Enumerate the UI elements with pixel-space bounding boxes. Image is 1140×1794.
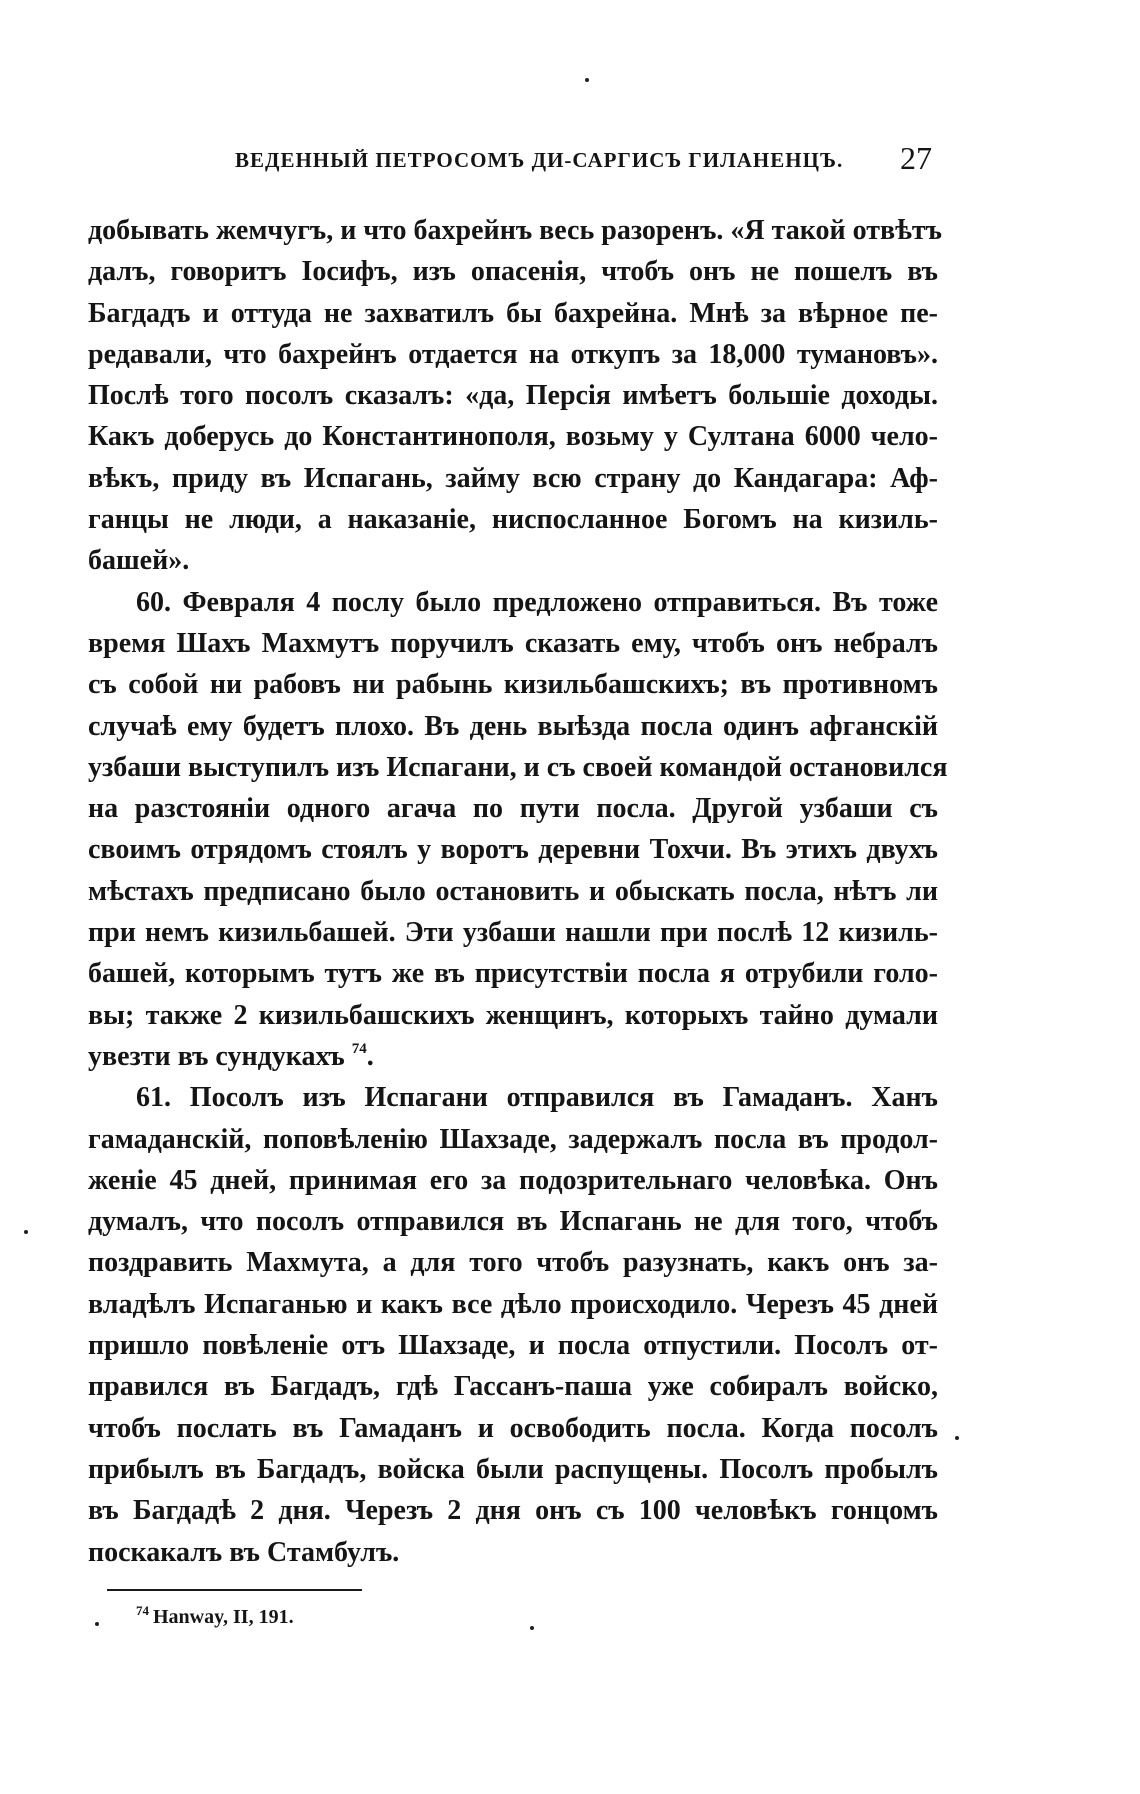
- footnote-reference: 74: [351, 1040, 367, 1057]
- text-line: время Шахъ Махмутъ поручилъ сказать ему, чтобъ онъ небралъ: [88, 627, 938, 659]
- text-line: случаѣ ему будетъ плохо. Въ день выѣзда посла одинъ афганскій: [88, 710, 938, 742]
- text-line: чтобъ послать въ Гамаданъ и освободить посла. Когда посолъ: [88, 1412, 938, 1444]
- text-line: думалъ, что посолъ отправился въ Испагань не для того, чтобъ: [88, 1206, 938, 1238]
- text-line: владѣлъ Испаганью и какъ все дѣло происходило. Черезъ 45 дней: [88, 1288, 938, 1320]
- text-line: пришло повѣленіе отъ Шахзаде, и посла отпустили. Посолъ от-: [88, 1330, 938, 1362]
- text-line: Какъ доберусь до Константинополя, возьму у Султана 6000 чело-: [88, 421, 938, 453]
- text-line-with-footnote-ref: [88, 1036, 938, 1077]
- paragraph-60-start: 60. Февраля 4 послу было предложено отправиться. Въ тоже: [136, 586, 938, 618]
- text-line: узбаши выступилъ изъ Испагани, и съ своей командой остановился: [88, 751, 948, 783]
- text-fragment: увезти въ сундукахъ: [88, 1040, 345, 1072]
- text-line: мѣстахъ предписано было остановить и обыскать посла, нѣтъ ли: [88, 875, 938, 907]
- print-speck: [955, 1436, 959, 1440]
- text-line: на разстояніи одного агача по пути посла. Другой узбаши съ: [88, 793, 938, 825]
- text-line: башей, которымъ тутъ же въ присутствіи посла я отрубили голо-: [88, 958, 938, 990]
- running-title: ВЕДЕННЫЙ ПЕТРОСОМЪ ДИ-САРГИСЪ ГИЛАНЕНЦЪ.: [235, 148, 844, 172]
- print-speck: [24, 1230, 28, 1234]
- print-speck: [585, 78, 589, 82]
- body-text: [88, 210, 948, 1573]
- text-line: вы; также 2 кизильбашскихъ женщинъ, которыхъ тайно думали: [88, 999, 938, 1031]
- text-line: при немъ кизильбашей. Эти узбаши нашли при послѣ 12 кизиль-: [88, 917, 938, 949]
- text-line: прибылъ въ Багдадъ, войска были распущены. Посолъ пробылъ: [88, 1453, 938, 1485]
- text-line: ганцы не люди, а наказаніе, ниспосланное Богомъ на кизиль-: [88, 504, 938, 536]
- page-number: 27: [900, 140, 932, 176]
- footnote-divider: [107, 1589, 362, 1591]
- print-speck: [530, 1626, 534, 1630]
- footnote-ref-punct: .: [366, 1040, 374, 1072]
- text-line: поскакалъ въ Стамбулъ.: [88, 1536, 400, 1568]
- text-line: Послѣ того посолъ сказалъ: «да, Персія имѣетъ большіе доходы.: [88, 380, 938, 412]
- text-line: добывать жемчугъ, и что бахрейнъ весь разоренъ. «Я такой отвѣтъ: [88, 215, 942, 246]
- text-line: далъ, говоритъ Іосифъ, изъ опасенія, чтобъ онъ не пошелъ въ: [88, 256, 938, 288]
- text-line: редавали, что бахрейнъ отдается на откупъ за 18,000 тумановъ».: [88, 338, 938, 370]
- text-line: своимъ отрядомъ стоялъ у воротъ деревни Тохчи. Въ этихъ двухъ: [88, 834, 938, 866]
- text-line: вѣкъ, приду въ Испагань, займу всю страну до Кандагара: Аф-: [88, 462, 938, 494]
- footnote-marker: 74: [136, 1603, 149, 1618]
- text-line: поздравить Махмута, а для того чтобъ разузнать, какъ онъ за-: [88, 1247, 938, 1279]
- text-line: Багдадъ и оттуда не захватилъ бы бахрейна. Мнѣ за вѣрное пе-: [88, 297, 938, 329]
- footnote-text: Hanway, II, 191.: [153, 1606, 294, 1628]
- paragraph-61-start: 61. Посолъ изъ Испагани отправился въ Гамаданъ. Ханъ: [136, 1082, 938, 1114]
- text-line: правился въ Багдадъ, гдѣ Гассанъ-паша уже собиралъ войско,: [88, 1371, 938, 1403]
- text-line: женіе 45 дней, принимая его за подозрительнаго человѣка. Онъ: [88, 1164, 938, 1196]
- footnote: [136, 1603, 294, 1629]
- text-line: гамаданскій, поповѣленію Шахзаде, задержалъ посла въ продол-: [88, 1123, 938, 1155]
- text-line: съ собой ни рабовъ ни рабынь кизильбашскихъ; въ противномъ: [88, 669, 938, 701]
- print-speck: [95, 1622, 99, 1626]
- text-line: въ Багдадѣ 2 дня. Черезъ 2 дня онъ съ 100 человѣкъ гонцомъ: [88, 1495, 938, 1527]
- text-line: башей».: [88, 545, 190, 577]
